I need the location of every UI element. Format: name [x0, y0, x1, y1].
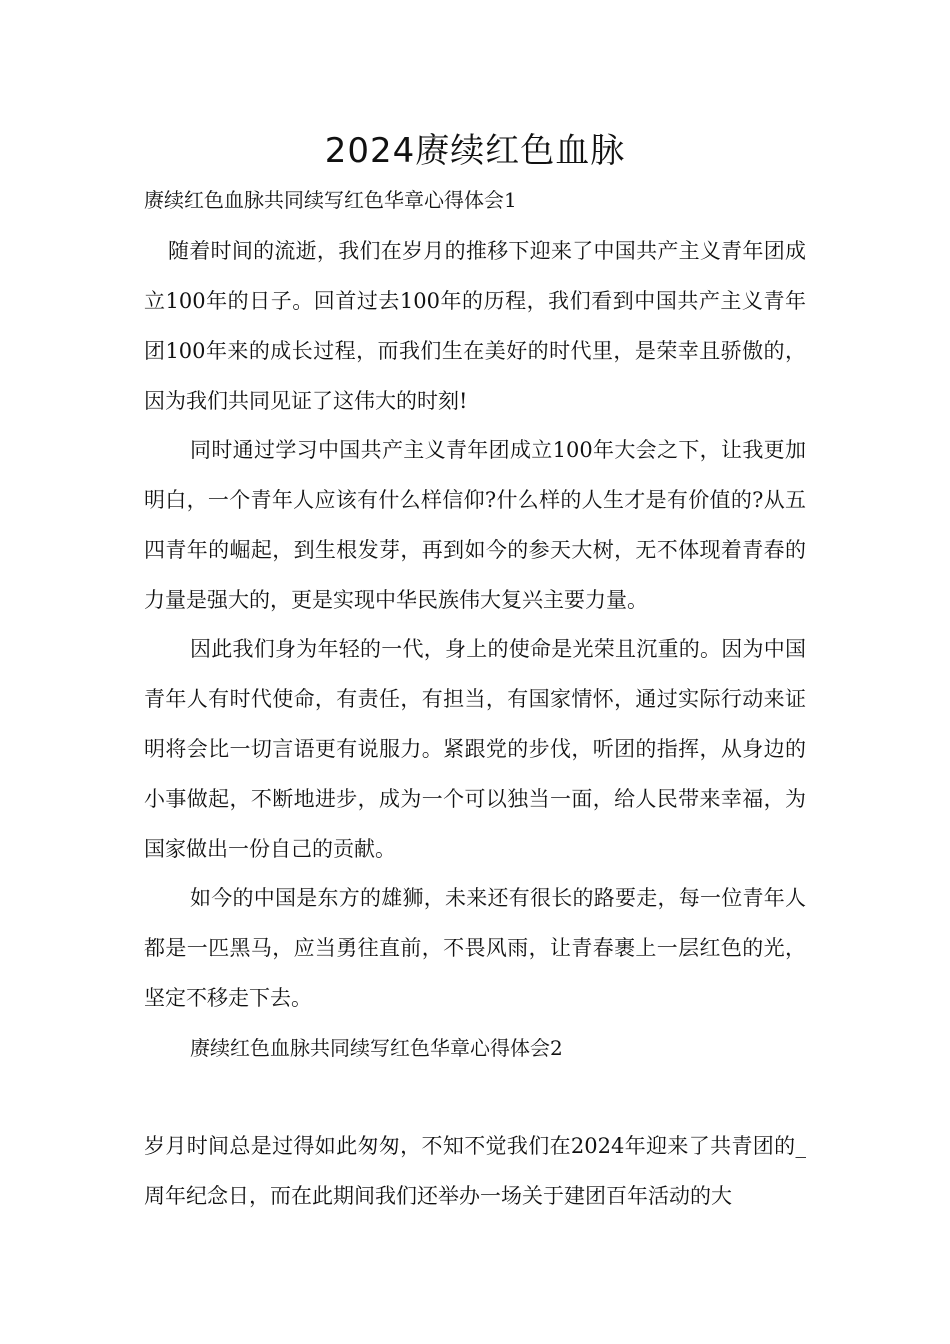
section-2-heading: 赓续红色血脉共同续写红色华章心得体会2 — [190, 1036, 563, 1060]
section-1-paragraph-4: 如今的中国是东方的雄狮，未来还有很长的路要走，每一位青年人都是一匹黑马，应当勇往直前，不畏风雨，让青春裹上一层红色的光，坚定不移走下去。 — [144, 886, 806, 1010]
section-1-paragraph-2: 同时通过学习中国共产主义青年团成立100年大会之下，让我更加明白，一个青年人应该有什么样信仰?什么样的人生才是有价值的?从五四青年的崛起，到生根发芽，再到如今的参天大树，无不体现着青春的力量是强大的，更是实现中华民族伟大复兴主要力量。 — [144, 438, 806, 612]
section-1-heading: 赓续红色血脉共同续写红色华章心得体会1 — [144, 188, 517, 212]
section-1-paragraph-3: 因此我们身为年轻的一代，身上的使命是光荣且沉重的。因为中国青年人有时代使命，有责任，有担当，有国家情怀，通过实际行动来证明将会比一切言语更有说服力。紧跟党的步伐，听团的指挥，从身边的小事做起，不断地进步，成为一个可以独当一面，给人民带来幸福，为国家做出一份自己的贡献。 — [144, 637, 806, 861]
section-2-paragraph-1: 岁月时间总是过得如此匆匆，不知不觉我们在2024年迎来了共青团的_周年纪念日，而在此期间我们还举办一场关于建团百年活动的大 — [144, 1134, 806, 1208]
section-1-paragraph-1: 随着时间的流逝，我们在岁月的推移下迎来了中国共产主义青年团成立100年的日子。回首过去100年的历程，我们看到中国共产主义青年团100年来的成长过程，而我们生在美好的时代里，是荣幸且骄傲的，因为我们共同见证了这伟大的时刻! — [144, 239, 806, 413]
document-title: 2024赓续红色血脉 — [324, 131, 626, 171]
